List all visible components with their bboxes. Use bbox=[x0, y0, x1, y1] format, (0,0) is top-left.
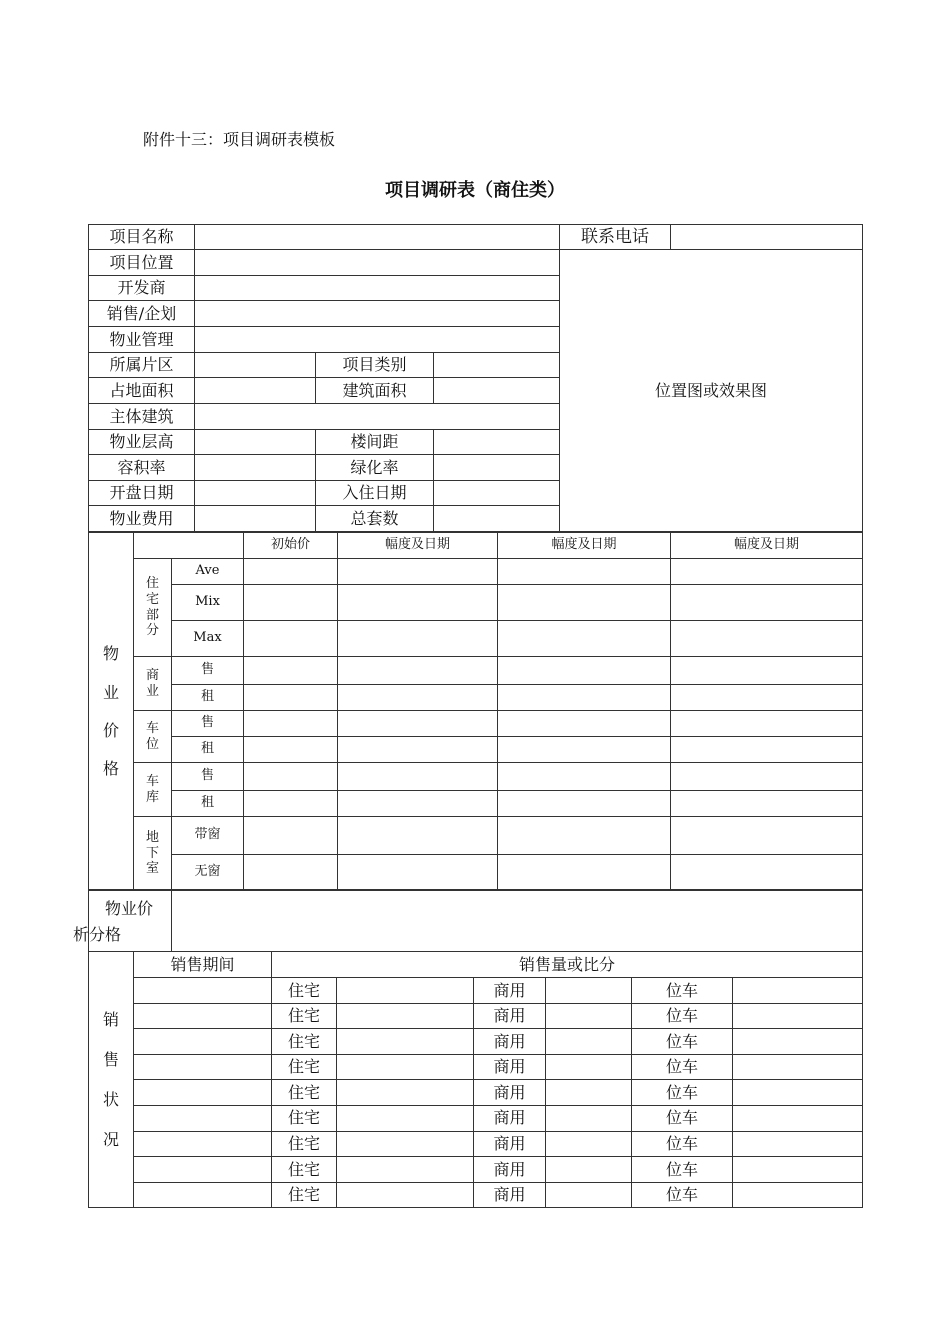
input-plot-ratio[interactable] bbox=[195, 455, 316, 481]
input-contact-phone[interactable] bbox=[671, 225, 863, 250]
input-land-area[interactable] bbox=[195, 378, 316, 404]
input-residential[interactable] bbox=[337, 1182, 474, 1208]
label-opening-date: 开盘日期 bbox=[89, 481, 195, 506]
input-commercial[interactable] bbox=[546, 1182, 632, 1208]
cell[interactable] bbox=[244, 817, 338, 855]
sales-period-input[interactable] bbox=[134, 1131, 272, 1157]
cell[interactable] bbox=[671, 685, 863, 711]
label-parking: 位车 bbox=[632, 978, 733, 1004]
row-basement-window: 带窗 bbox=[172, 817, 244, 855]
price-header-blank bbox=[134, 533, 244, 559]
sales-period-input[interactable] bbox=[134, 1157, 272, 1183]
cell[interactable] bbox=[244, 791, 338, 817]
price-table bbox=[88, 532, 863, 891]
sales-row bbox=[89, 1080, 863, 1106]
cell[interactable] bbox=[338, 559, 498, 585]
cell[interactable] bbox=[498, 621, 671, 657]
cell[interactable] bbox=[671, 855, 863, 891]
sales-row bbox=[89, 1105, 863, 1131]
input-district[interactable] bbox=[195, 353, 316, 378]
sales-period-input[interactable] bbox=[134, 1182, 272, 1208]
input-parking[interactable] bbox=[733, 1029, 863, 1055]
cell[interactable] bbox=[244, 763, 338, 791]
cell[interactable] bbox=[244, 737, 338, 763]
group-commercial: 商 业 bbox=[134, 657, 172, 711]
label-residential: 住宅 bbox=[272, 1157, 337, 1183]
input-residential[interactable] bbox=[337, 1157, 474, 1183]
attachment-label: 附件十三：项目调研表模板 bbox=[143, 130, 336, 149]
label-commercial: 商用 bbox=[474, 1054, 546, 1080]
input-building-spacing[interactable] bbox=[434, 430, 560, 455]
input-property-fee[interactable] bbox=[195, 506, 316, 532]
label-parking: 位车 bbox=[632, 1003, 733, 1029]
cell[interactable] bbox=[338, 657, 498, 685]
sales-row bbox=[89, 1182, 863, 1208]
cell[interactable] bbox=[671, 737, 863, 763]
input-residential[interactable] bbox=[337, 1029, 474, 1055]
label-parking: 位车 bbox=[632, 1080, 733, 1106]
cell[interactable] bbox=[244, 685, 338, 711]
input-parking[interactable] bbox=[733, 1003, 863, 1029]
sales-section-label: 销 售 状 况 bbox=[89, 952, 134, 1208]
cell[interactable] bbox=[498, 737, 671, 763]
input-parking[interactable] bbox=[733, 1157, 863, 1183]
label-commercial: 商用 bbox=[474, 1182, 546, 1208]
header-sales-period: 销售期间 bbox=[134, 952, 272, 978]
cell[interactable] bbox=[338, 791, 498, 817]
info-table bbox=[88, 224, 863, 532]
cell[interactable] bbox=[338, 711, 498, 737]
cell[interactable] bbox=[338, 585, 498, 621]
input-commercial[interactable] bbox=[546, 1029, 632, 1055]
sales-period-input[interactable] bbox=[134, 1054, 272, 1080]
analysis-label bbox=[73, 890, 172, 952]
cell[interactable] bbox=[671, 711, 863, 737]
label-parking: 位车 bbox=[632, 1157, 733, 1183]
label-parking: 位车 bbox=[632, 1054, 733, 1080]
cell[interactable] bbox=[498, 711, 671, 737]
input-opening-date[interactable] bbox=[195, 481, 316, 506]
sales-row bbox=[89, 1157, 863, 1183]
input-commercial[interactable] bbox=[546, 1131, 632, 1157]
input-commercial[interactable] bbox=[546, 1105, 632, 1131]
label-residential: 住宅 bbox=[272, 1029, 337, 1055]
cell[interactable] bbox=[498, 817, 671, 855]
row-ave: Ave bbox=[172, 559, 244, 585]
cell[interactable] bbox=[498, 559, 671, 585]
input-residential[interactable] bbox=[337, 1080, 474, 1106]
input-residential[interactable] bbox=[337, 1105, 474, 1131]
row-max: Max bbox=[172, 621, 244, 657]
label-commercial: 商用 bbox=[474, 1131, 546, 1157]
cell[interactable] bbox=[498, 585, 671, 621]
sales-period-input[interactable] bbox=[134, 1105, 272, 1131]
input-residential[interactable] bbox=[337, 1131, 474, 1157]
label-residential: 住宅 bbox=[272, 1131, 337, 1157]
label-building-spacing: 楼间距 bbox=[316, 430, 434, 455]
sales-period-input[interactable] bbox=[134, 1029, 272, 1055]
label-district: 所属片区 bbox=[89, 353, 195, 378]
label-residential: 住宅 bbox=[272, 1054, 337, 1080]
sales-table bbox=[88, 951, 863, 1208]
cell[interactable] bbox=[498, 685, 671, 711]
label-property-fee: 物业费用 bbox=[89, 506, 195, 532]
cell[interactable] bbox=[671, 817, 863, 855]
cell[interactable] bbox=[671, 559, 863, 585]
cell[interactable] bbox=[244, 585, 338, 621]
row-basement-no-window: 无窗 bbox=[172, 855, 244, 891]
cell[interactable] bbox=[671, 763, 863, 791]
cell[interactable] bbox=[244, 711, 338, 737]
cell[interactable] bbox=[338, 621, 498, 657]
input-building-area[interactable] bbox=[434, 378, 560, 404]
header-sales-volume: 销售量或比分 bbox=[272, 952, 863, 978]
sales-period-input[interactable] bbox=[134, 1080, 272, 1106]
label-total-units: 总套数 bbox=[316, 506, 434, 532]
cell[interactable] bbox=[244, 855, 338, 891]
group-parking-spot: 车 位 bbox=[134, 711, 172, 763]
sales-row bbox=[89, 1054, 863, 1080]
label-building-area: 建筑面积 bbox=[316, 378, 434, 404]
cell[interactable] bbox=[671, 585, 863, 621]
input-developer[interactable] bbox=[195, 276, 560, 301]
sales-period-input[interactable] bbox=[134, 1003, 272, 1029]
input-main-building[interactable] bbox=[195, 404, 560, 430]
cell[interactable] bbox=[338, 817, 498, 855]
cell[interactable] bbox=[338, 737, 498, 763]
row-commercial-rent: 租 bbox=[172, 685, 244, 711]
header-change-3: 幅度及日期 bbox=[671, 533, 863, 559]
input-commercial[interactable] bbox=[546, 978, 632, 1004]
page-title: 项目调研表（商住类） bbox=[385, 180, 565, 201]
price-section-label: 物 业 价 格 bbox=[89, 533, 134, 891]
input-move-in-date[interactable] bbox=[434, 481, 560, 506]
label-commercial: 商用 bbox=[474, 1157, 546, 1183]
header-change-1: 幅度及日期 bbox=[338, 533, 498, 559]
cell[interactable] bbox=[244, 559, 338, 585]
input-floor-height[interactable] bbox=[195, 430, 316, 455]
input-sales-planning[interactable] bbox=[195, 301, 560, 327]
analysis-input[interactable] bbox=[172, 890, 863, 952]
sales-row bbox=[89, 1131, 863, 1157]
label-residential: 住宅 bbox=[272, 978, 337, 1004]
group-basement: 地 下 室 bbox=[134, 817, 172, 891]
sales-row bbox=[89, 1003, 863, 1029]
cell[interactable] bbox=[338, 685, 498, 711]
input-parking[interactable] bbox=[733, 1182, 863, 1208]
image-placeholder[interactable]: 位置图或效果图 bbox=[560, 250, 863, 532]
cell[interactable] bbox=[244, 621, 338, 657]
label-parking: 位车 bbox=[632, 1105, 733, 1131]
label-residential: 住宅 bbox=[272, 1182, 337, 1208]
label-main-building: 主体建筑 bbox=[89, 404, 195, 430]
input-green-ratio[interactable] bbox=[434, 455, 560, 481]
input-project-location[interactable] bbox=[195, 250, 560, 276]
cell[interactable] bbox=[671, 621, 863, 657]
input-commercial[interactable] bbox=[546, 1157, 632, 1183]
cell[interactable] bbox=[498, 791, 671, 817]
group-residential: 住 宅 部 分 bbox=[134, 559, 172, 657]
input-commercial[interactable] bbox=[546, 1003, 632, 1029]
label-plot-ratio: 容积率 bbox=[89, 455, 195, 481]
input-total-units[interactable] bbox=[434, 506, 560, 532]
label-project-location: 项目位置 bbox=[89, 250, 195, 276]
input-commercial[interactable] bbox=[546, 1054, 632, 1080]
sales-row bbox=[89, 1029, 863, 1055]
row-mix: Mix bbox=[172, 585, 244, 621]
label-parking: 位车 bbox=[632, 1029, 733, 1055]
input-residential[interactable] bbox=[337, 1003, 474, 1029]
analysis-label-line2: 析分格 bbox=[73, 925, 122, 944]
input-project-type[interactable] bbox=[434, 353, 560, 378]
cell[interactable] bbox=[671, 657, 863, 685]
label-land-area: 占地面积 bbox=[89, 378, 195, 404]
cell[interactable] bbox=[338, 855, 498, 891]
input-commercial[interactable] bbox=[546, 1080, 632, 1106]
input-residential[interactable] bbox=[337, 978, 474, 1004]
input-project-name[interactable] bbox=[195, 225, 560, 250]
input-parking[interactable] bbox=[733, 1054, 863, 1080]
input-parking[interactable] bbox=[733, 1131, 863, 1157]
label-green-ratio: 绿化率 bbox=[316, 455, 434, 481]
label-residential: 住宅 bbox=[272, 1105, 337, 1131]
label-project-name: 项目名称 bbox=[89, 225, 195, 250]
label-contact-phone: 联系电话 bbox=[560, 225, 671, 250]
header-initial-price: 初始价 bbox=[244, 533, 338, 559]
row-garage-rent: 租 bbox=[172, 791, 244, 817]
input-parking[interactable] bbox=[733, 978, 863, 1004]
label-commercial: 商用 bbox=[474, 1080, 546, 1106]
cell[interactable] bbox=[498, 657, 671, 685]
analysis-table bbox=[73, 889, 863, 952]
label-parking: 位车 bbox=[632, 1131, 733, 1157]
cell[interactable] bbox=[498, 763, 671, 791]
label-residential: 住宅 bbox=[272, 1080, 337, 1106]
label-floor-height: 物业层高 bbox=[89, 430, 195, 455]
row-commercial-sale: 售 bbox=[172, 657, 244, 685]
label-commercial: 商用 bbox=[474, 1029, 546, 1055]
input-parking[interactable] bbox=[733, 1080, 863, 1106]
row-garage-sale: 售 bbox=[172, 763, 244, 791]
label-move-in-date: 入住日期 bbox=[316, 481, 434, 506]
cell[interactable] bbox=[244, 657, 338, 685]
label-parking: 位车 bbox=[632, 1182, 733, 1208]
sales-period-input[interactable] bbox=[134, 978, 272, 1004]
input-parking[interactable] bbox=[733, 1105, 863, 1131]
cell[interactable] bbox=[671, 791, 863, 817]
label-property-management: 物业管理 bbox=[89, 327, 195, 353]
label-residential: 住宅 bbox=[272, 1003, 337, 1029]
label-commercial: 商用 bbox=[474, 978, 546, 1004]
cell[interactable] bbox=[498, 855, 671, 891]
row-parking-rent: 租 bbox=[172, 737, 244, 763]
cell[interactable] bbox=[338, 763, 498, 791]
label-commercial: 商用 bbox=[474, 1105, 546, 1131]
header-change-2: 幅度及日期 bbox=[498, 533, 671, 559]
row-parking-sale: 售 bbox=[172, 711, 244, 737]
label-project-type: 项目类别 bbox=[316, 353, 434, 378]
input-property-management[interactable] bbox=[195, 327, 560, 353]
input-residential[interactable] bbox=[337, 1054, 474, 1080]
sales-row bbox=[89, 978, 863, 1004]
label-developer: 开发商 bbox=[89, 276, 195, 301]
analysis-label-line1: 物业价 bbox=[105, 899, 154, 918]
label-commercial: 商用 bbox=[474, 1003, 546, 1029]
label-sales-planning: 销售/企划 bbox=[89, 301, 195, 327]
group-garage: 车 库 bbox=[134, 763, 172, 817]
